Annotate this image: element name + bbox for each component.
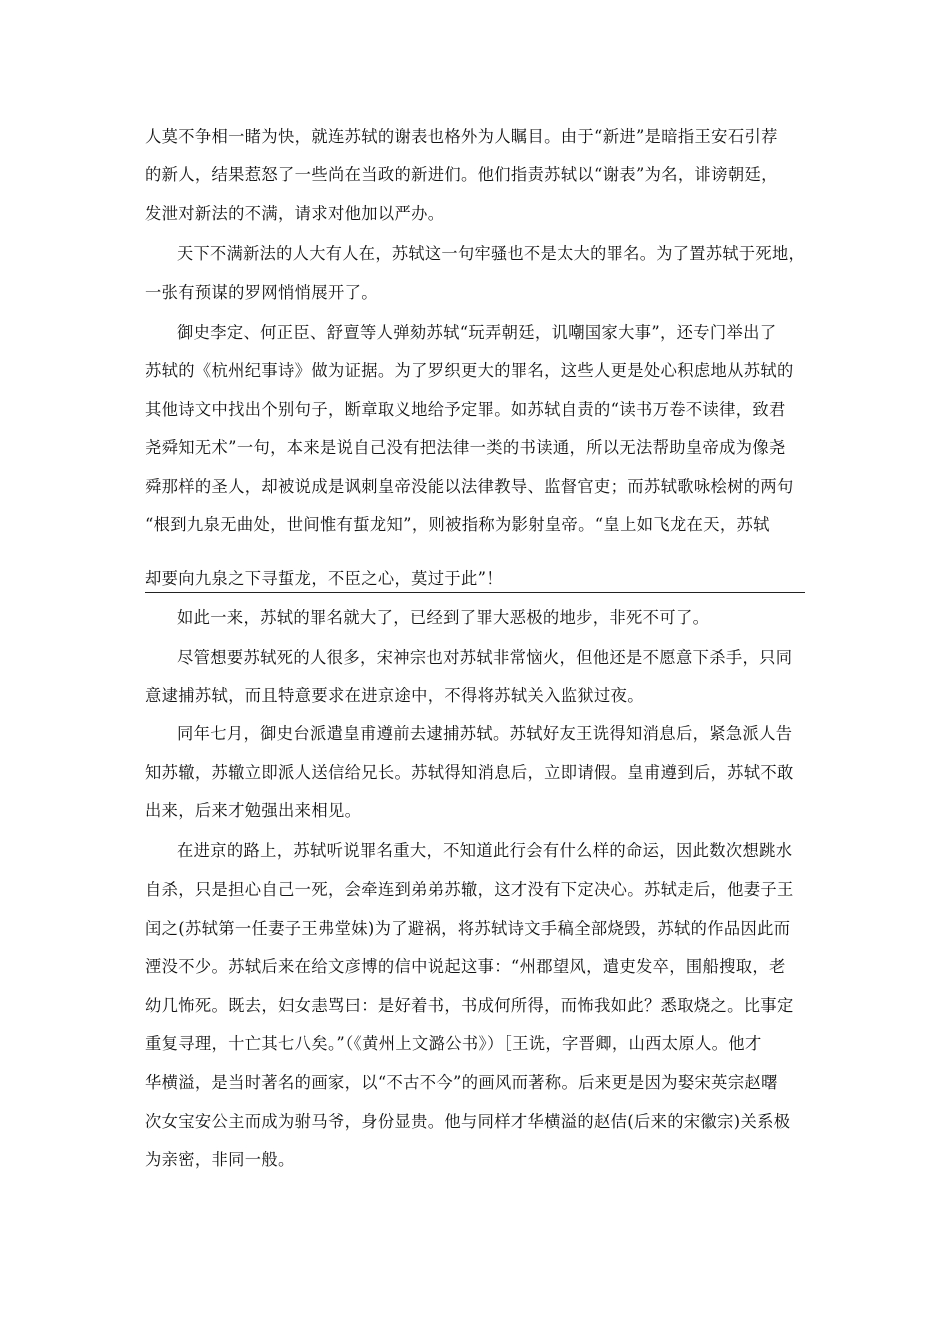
text-line: 知苏辙，苏辙立即派人送信给兄长。苏轼得知消息后，立即请假。皇甫遵到后，苏轼不敢 xyxy=(145,763,794,782)
text-line: 重复寻理，十亡其七八矣。”（《黄州上文潞公书》）［王诜，字晋卿，山西太原人。他才 xyxy=(145,1034,762,1053)
text-line: 湮没不少。苏轼后来在给文彦博的信中说起这事：“州郡望风，遣吏发卒，围船搜取，老 xyxy=(145,957,786,976)
text-line: 闰之(苏轼第一任妻子王弗堂妹)为了避祸，将苏轼诗文手稿全部烧毁，苏轼的作品因此而 xyxy=(145,919,791,938)
text-line: 人莫不争相一睹为快，就连苏轼的谢表也格外为人瞩目。由于“新进”是暗指王安石引荐 xyxy=(145,127,778,146)
text-line: 同年七月，御史台派遣皇甫遵前去逮捕苏轼。苏轼好友王诜得知消息后，紧急派人告 xyxy=(177,724,793,743)
text-line: 一张有预谋的罗网悄悄展开了。 xyxy=(145,283,378,302)
text-line: 为亲密，非同一般。 xyxy=(145,1150,295,1169)
text-line: 次女宝安公主而成为驸马爷，身份显贵。他与同样才华横溢的赵佶(后来的宋徽宗)关系极 xyxy=(145,1112,791,1131)
text-line: 尧舜知无术”一句，本来是说自己没有把法律一类的书读通，所以无法帮助皇帝成为像尧 xyxy=(145,438,786,457)
text-line: 意逮捕苏轼，而且特意要求在进京途中，不得将苏轼关入监狱过夜。 xyxy=(145,686,644,705)
text-line: 的新人，结果惹怒了一些尚在当政的新进们。他们指责苏轼以“谢表”为名，诽谤朝廷， xyxy=(145,165,778,184)
text-line: 御史李定、何正臣、舒亶等人弹劾苏轼“玩弄朝廷，讥嘲国家大事”，还专门举出了 xyxy=(177,323,777,342)
text-line: 自杀，只是担心自己一死，会牵连到弟弟苏辙，这才没有下定决心。苏轼走后，他妻子王 xyxy=(145,880,794,899)
text-line: 幼几怖死。既去，妇女恚骂曰：是好着书，书成何所得，而怖我如此？悉取烧之。比事定 xyxy=(145,996,794,1015)
text-line: 天下不满新法的人大有人在，苏轼这一句牢骚也不是太大的罪名。为了置苏轼于死地， xyxy=(177,244,805,263)
text-line: 苏轼的《杭州纪事诗》做为证据。为了罗织更大的罪名，这些人更是处心积虑地从苏轼的 xyxy=(145,361,794,380)
horizontal-rule xyxy=(145,592,805,593)
text-line: 舜那样的圣人，却被说成是讽刺皇帝没能以法律教导、监督官吏；而苏轼歌咏桧树的两句 xyxy=(145,477,794,496)
text-line: 其他诗文中找出个别句子，断章取义地给予定罪。如苏轼自责的“读书万卷不读律，致君 xyxy=(145,400,786,419)
text-line: 发泄对新法的不满，请求对他加以严办。 xyxy=(145,204,445,223)
text-line: 却要向九泉之下寻蜇龙，不臣之心，莫过于此”！ xyxy=(145,569,503,588)
text-line: 如此一来，苏轼的罪名就大了，已经到了罪大恶极的地步，非死不可了。 xyxy=(177,608,710,627)
text-line: 尽管想要苏轼死的人很多，宋神宗也对苏轼非常恼火，但他还是不愿意下杀手，只同 xyxy=(177,648,793,667)
text-line: 出来，后来才勉强出来相见。 xyxy=(145,801,362,820)
text-line: “根到九泉无曲处，世间惟有蜇龙知”，则被指称为影射皇帝。“皇上如飞龙在天，苏轼 xyxy=(145,515,770,534)
text-line: 华横溢，是当时著名的画家，以“不古不今”的画风而著称。后来更是因为娶宋英宗赵曙 xyxy=(145,1073,778,1092)
text-line: 在进京的路上，苏轼听说罪名重大，不知道此行会有什么样的命运，因此数次想跳水 xyxy=(177,841,793,860)
